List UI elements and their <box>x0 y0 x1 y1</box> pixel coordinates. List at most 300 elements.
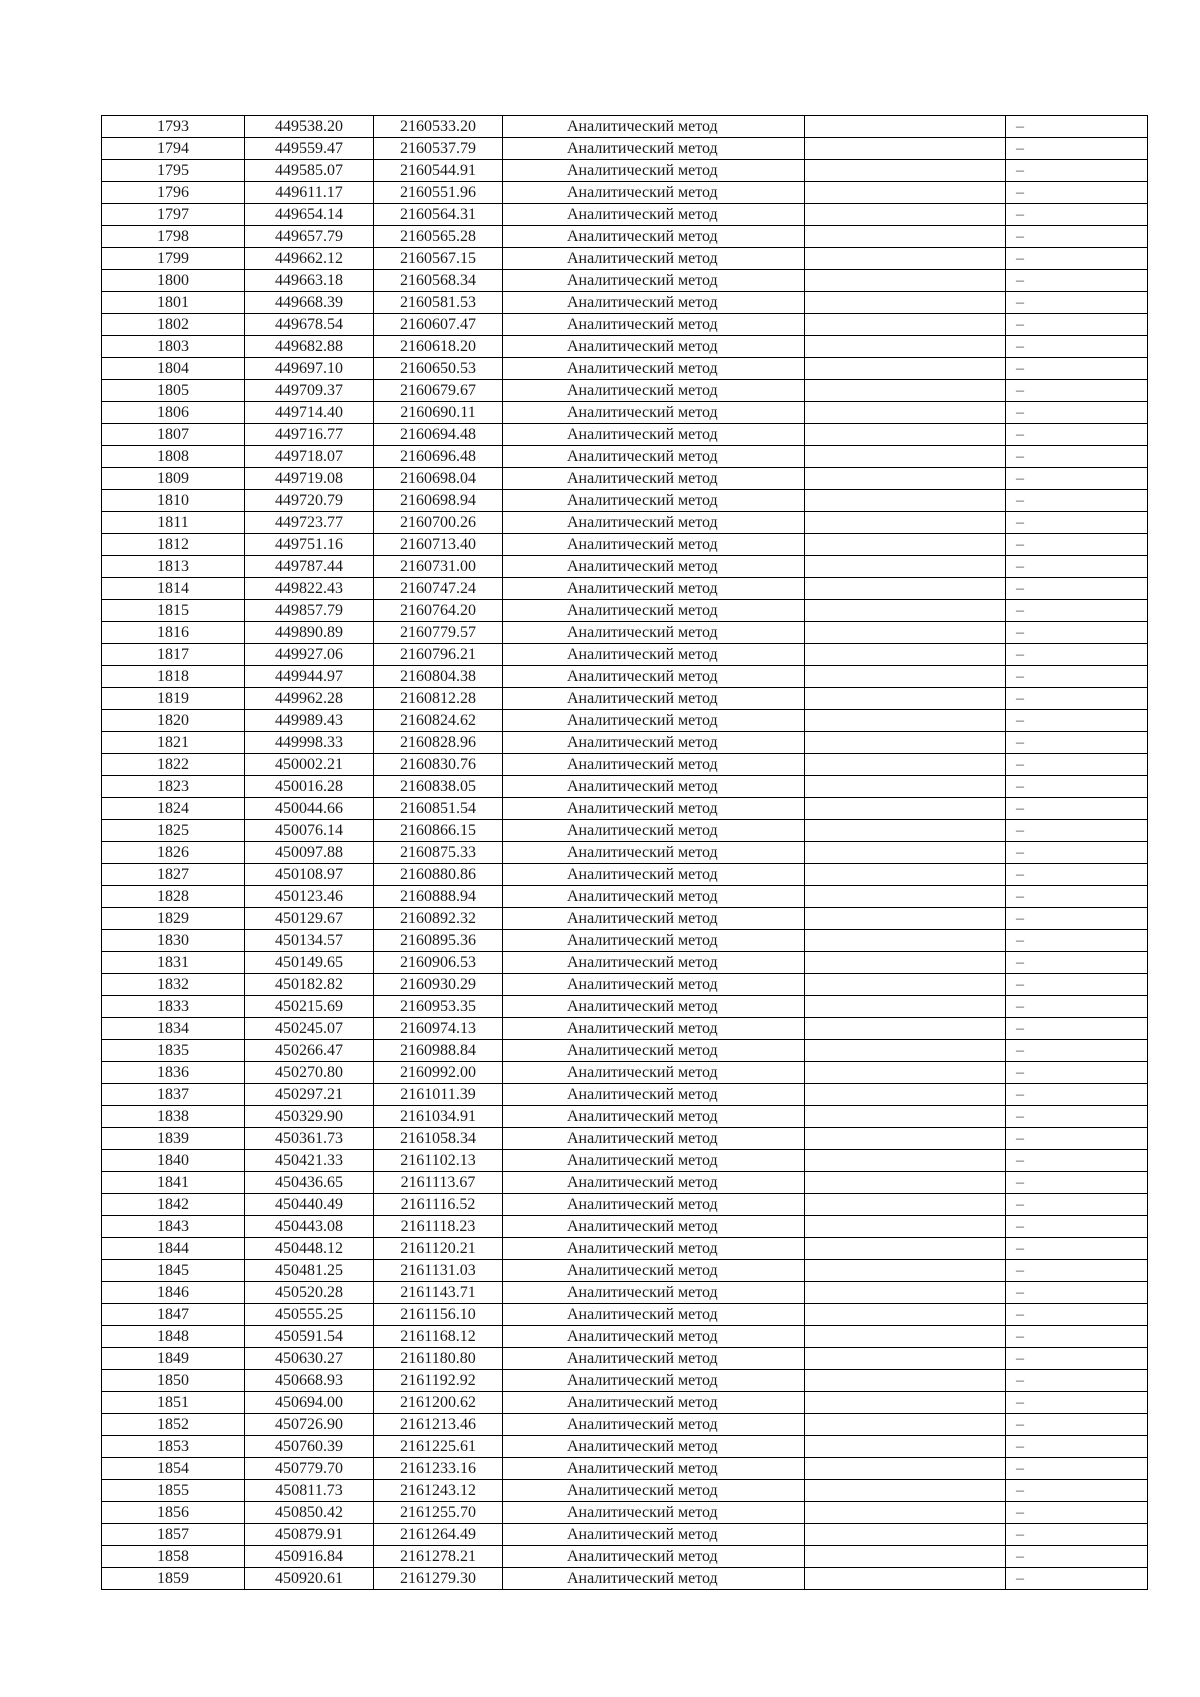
precision-cell <box>805 688 1006 710</box>
point-number-cell: 1795 <box>102 160 245 182</box>
table-row <box>102 468 1148 490</box>
y-coordinate-cell: 2161255.70 <box>374 1502 503 1524</box>
precision-cell <box>805 1260 1006 1282</box>
description-cell: – <box>1006 1524 1148 1546</box>
method-cell: Аналитический метод <box>503 1062 805 1084</box>
y-coordinate-cell: 2160551.96 <box>374 182 503 204</box>
table-row <box>102 1172 1148 1194</box>
table-row <box>102 908 1148 930</box>
table-row <box>102 732 1148 754</box>
point-number-cell: 1819 <box>102 688 245 710</box>
x-coordinate-cell: 449989.43 <box>245 710 374 732</box>
y-coordinate-cell: 2160731.00 <box>374 556 503 578</box>
y-coordinate-cell: 2160694.48 <box>374 424 503 446</box>
table-row <box>102 1194 1148 1216</box>
point-number-cell: 1835 <box>102 1040 245 1062</box>
precision-cell <box>805 226 1006 248</box>
y-coordinate-cell: 2161279.30 <box>374 1568 503 1590</box>
x-coordinate-cell: 450016.28 <box>245 776 374 798</box>
description-cell: – <box>1006 248 1148 270</box>
precision-cell <box>805 1304 1006 1326</box>
table-row <box>102 798 1148 820</box>
point-number-cell: 1846 <box>102 1282 245 1304</box>
method-cell: Аналитический метод <box>503 1436 805 1458</box>
table-row <box>102 600 1148 622</box>
y-coordinate-cell: 2160830.76 <box>374 754 503 776</box>
point-number-cell: 1825 <box>102 820 245 842</box>
x-coordinate-cell: 450149.65 <box>245 952 374 974</box>
y-coordinate-cell: 2161143.71 <box>374 1282 503 1304</box>
y-coordinate-cell: 2161200.62 <box>374 1392 503 1414</box>
precision-cell <box>805 314 1006 336</box>
precision-cell <box>805 1106 1006 1128</box>
table-row <box>102 820 1148 842</box>
y-coordinate-cell: 2161213.46 <box>374 1414 503 1436</box>
y-coordinate-cell: 2161192.92 <box>374 1370 503 1392</box>
table-row <box>102 336 1148 358</box>
table-row <box>102 1128 1148 1150</box>
precision-cell <box>805 248 1006 270</box>
table-row <box>102 358 1148 380</box>
x-coordinate-cell: 449822.43 <box>245 578 374 600</box>
precision-cell <box>805 1436 1006 1458</box>
table-row <box>102 314 1148 336</box>
x-coordinate-cell: 449718.07 <box>245 446 374 468</box>
y-coordinate-cell: 2161156.10 <box>374 1304 503 1326</box>
precision-cell <box>805 116 1006 138</box>
precision-cell <box>805 666 1006 688</box>
x-coordinate-cell: 450123.46 <box>245 886 374 908</box>
method-cell: Аналитический метод <box>503 1040 805 1062</box>
description-cell: – <box>1006 710 1148 732</box>
x-coordinate-cell: 449716.77 <box>245 424 374 446</box>
method-cell: Аналитический метод <box>503 1238 805 1260</box>
point-number-cell: 1827 <box>102 864 245 886</box>
precision-cell <box>805 1062 1006 1084</box>
point-number-cell: 1799 <box>102 248 245 270</box>
y-coordinate-cell: 2161118.23 <box>374 1216 503 1238</box>
point-number-cell: 1850 <box>102 1370 245 1392</box>
point-number-cell: 1847 <box>102 1304 245 1326</box>
table-row <box>102 534 1148 556</box>
point-number-cell: 1858 <box>102 1546 245 1568</box>
method-cell: Аналитический метод <box>503 930 805 952</box>
x-coordinate-cell: 450694.00 <box>245 1392 374 1414</box>
precision-cell <box>805 1128 1006 1150</box>
x-coordinate-cell: 449678.54 <box>245 314 374 336</box>
method-cell: Аналитический метод <box>503 1546 805 1568</box>
method-cell: Аналитический метод <box>503 1282 805 1304</box>
method-cell: Аналитический метод <box>503 1392 805 1414</box>
method-cell: Аналитический метод <box>503 1348 805 1370</box>
description-cell: – <box>1006 138 1148 160</box>
y-coordinate-cell: 2161264.49 <box>374 1524 503 1546</box>
table-row <box>102 996 1148 1018</box>
method-cell: Аналитический метод <box>503 710 805 732</box>
description-cell: – <box>1006 1458 1148 1480</box>
table-row <box>102 402 1148 424</box>
x-coordinate-cell: 450668.93 <box>245 1370 374 1392</box>
y-coordinate-cell: 2160796.21 <box>374 644 503 666</box>
table-row <box>102 380 1148 402</box>
method-cell: Аналитический метод <box>503 798 805 820</box>
x-coordinate-cell: 449927.06 <box>245 644 374 666</box>
table-row <box>102 644 1148 666</box>
point-number-cell: 1812 <box>102 534 245 556</box>
method-cell: Аналитический метод <box>503 864 805 886</box>
y-coordinate-cell: 2160992.00 <box>374 1062 503 1084</box>
description-cell: – <box>1006 468 1148 490</box>
description-cell: – <box>1006 996 1148 1018</box>
point-number-cell: 1831 <box>102 952 245 974</box>
table-row <box>102 1040 1148 1062</box>
x-coordinate-cell: 450436.65 <box>245 1172 374 1194</box>
method-cell: Аналитический метод <box>503 776 805 798</box>
precision-cell <box>805 864 1006 886</box>
precision-cell <box>805 1458 1006 1480</box>
precision-cell <box>805 1370 1006 1392</box>
precision-cell <box>805 1502 1006 1524</box>
precision-cell <box>805 1568 1006 1590</box>
method-cell: Аналитический метод <box>503 314 805 336</box>
description-cell: – <box>1006 226 1148 248</box>
description-cell: – <box>1006 1568 1148 1590</box>
point-number-cell: 1805 <box>102 380 245 402</box>
method-cell: Аналитический метод <box>503 1018 805 1040</box>
method-cell: Аналитический метод <box>503 908 805 930</box>
method-cell: Аналитический метод <box>503 270 805 292</box>
point-number-cell: 1818 <box>102 666 245 688</box>
method-cell: Аналитический метод <box>503 380 805 402</box>
precision-cell <box>805 446 1006 468</box>
y-coordinate-cell: 2160533.20 <box>374 116 503 138</box>
y-coordinate-cell: 2160895.36 <box>374 930 503 952</box>
precision-cell <box>805 402 1006 424</box>
table-row <box>102 688 1148 710</box>
point-number-cell: 1855 <box>102 1480 245 1502</box>
x-coordinate-cell: 449723.77 <box>245 512 374 534</box>
description-cell: – <box>1006 1260 1148 1282</box>
table-row <box>102 1568 1148 1590</box>
x-coordinate-cell: 450108.97 <box>245 864 374 886</box>
x-coordinate-cell: 450555.25 <box>245 1304 374 1326</box>
x-coordinate-cell: 450920.61 <box>245 1568 374 1590</box>
y-coordinate-cell: 2160888.94 <box>374 886 503 908</box>
description-cell: – <box>1006 1040 1148 1062</box>
x-coordinate-cell: 450811.73 <box>245 1480 374 1502</box>
description-cell: – <box>1006 1106 1148 1128</box>
description-cell: – <box>1006 1502 1148 1524</box>
point-number-cell: 1834 <box>102 1018 245 1040</box>
description-cell: – <box>1006 754 1148 776</box>
point-number-cell: 1806 <box>102 402 245 424</box>
description-cell: – <box>1006 1128 1148 1150</box>
table-row <box>102 226 1148 248</box>
method-cell: Аналитический метод <box>503 512 805 534</box>
point-number-cell: 1814 <box>102 578 245 600</box>
x-coordinate-cell: 450134.57 <box>245 930 374 952</box>
table-row <box>102 864 1148 886</box>
precision-cell <box>805 1546 1006 1568</box>
method-cell: Аналитический метод <box>503 534 805 556</box>
y-coordinate-cell: 2161131.03 <box>374 1260 503 1282</box>
point-number-cell: 1828 <box>102 886 245 908</box>
y-coordinate-cell: 2160564.31 <box>374 204 503 226</box>
method-cell: Аналитический метод <box>503 1304 805 1326</box>
x-coordinate-cell: 449559.47 <box>245 138 374 160</box>
y-coordinate-cell: 2160892.32 <box>374 908 503 930</box>
x-coordinate-cell: 449697.10 <box>245 358 374 380</box>
method-cell: Аналитический метод <box>503 1216 805 1238</box>
point-number-cell: 1796 <box>102 182 245 204</box>
y-coordinate-cell: 2160906.53 <box>374 952 503 974</box>
description-cell: – <box>1006 1326 1148 1348</box>
y-coordinate-cell: 2161278.21 <box>374 1546 503 1568</box>
description-cell: – <box>1006 490 1148 512</box>
table-row <box>102 930 1148 952</box>
y-coordinate-cell: 2160690.11 <box>374 402 503 424</box>
y-coordinate-cell: 2160679.67 <box>374 380 503 402</box>
description-cell: – <box>1006 578 1148 600</box>
precision-cell <box>805 1348 1006 1370</box>
table-row <box>102 1238 1148 1260</box>
point-number-cell: 1793 <box>102 116 245 138</box>
description-cell: – <box>1006 886 1148 908</box>
precision-cell <box>805 1018 1006 1040</box>
precision-cell <box>805 424 1006 446</box>
y-coordinate-cell: 2160866.15 <box>374 820 503 842</box>
point-number-cell: 1817 <box>102 644 245 666</box>
precision-cell <box>805 1524 1006 1546</box>
method-cell: Аналитический метод <box>503 644 805 666</box>
point-number-cell: 1822 <box>102 754 245 776</box>
point-number-cell: 1838 <box>102 1106 245 1128</box>
description-cell: – <box>1006 908 1148 930</box>
x-coordinate-cell: 449611.17 <box>245 182 374 204</box>
description-cell: – <box>1006 798 1148 820</box>
description-cell: – <box>1006 556 1148 578</box>
table-row <box>102 182 1148 204</box>
point-number-cell: 1797 <box>102 204 245 226</box>
x-coordinate-cell: 450591.54 <box>245 1326 374 1348</box>
method-cell: Аналитический метод <box>503 952 805 974</box>
y-coordinate-cell: 2160698.94 <box>374 490 503 512</box>
table-row <box>102 622 1148 644</box>
method-cell: Аналитический метод <box>503 688 805 710</box>
point-number-cell: 1824 <box>102 798 245 820</box>
y-coordinate-cell: 2160565.28 <box>374 226 503 248</box>
coordinates-table <box>101 115 1148 1590</box>
point-number-cell: 1840 <box>102 1150 245 1172</box>
table-row <box>102 446 1148 468</box>
y-coordinate-cell: 2160851.54 <box>374 798 503 820</box>
y-coordinate-cell: 2160544.91 <box>374 160 503 182</box>
method-cell: Аналитический метод <box>503 622 805 644</box>
precision-cell <box>805 886 1006 908</box>
description-cell: – <box>1006 1370 1148 1392</box>
precision-cell <box>805 270 1006 292</box>
table-row <box>102 666 1148 688</box>
precision-cell <box>805 974 1006 996</box>
table-row <box>102 1436 1148 1458</box>
precision-cell <box>805 358 1006 380</box>
point-number-cell: 1813 <box>102 556 245 578</box>
point-number-cell: 1801 <box>102 292 245 314</box>
y-coordinate-cell: 2161116.52 <box>374 1194 503 1216</box>
description-cell: – <box>1006 1172 1148 1194</box>
point-number-cell: 1832 <box>102 974 245 996</box>
x-coordinate-cell: 449998.33 <box>245 732 374 754</box>
point-number-cell: 1816 <box>102 622 245 644</box>
y-coordinate-cell: 2160650.53 <box>374 358 503 380</box>
table-row <box>102 1282 1148 1304</box>
y-coordinate-cell: 2160953.35 <box>374 996 503 1018</box>
point-number-cell: 1836 <box>102 1062 245 1084</box>
y-coordinate-cell: 2161243.12 <box>374 1480 503 1502</box>
precision-cell <box>805 1326 1006 1348</box>
x-coordinate-cell: 449538.20 <box>245 116 374 138</box>
method-cell: Аналитический метод <box>503 358 805 380</box>
point-number-cell: 1826 <box>102 842 245 864</box>
point-number-cell: 1841 <box>102 1172 245 1194</box>
method-cell: Аналитический метод <box>503 248 805 270</box>
point-number-cell: 1845 <box>102 1260 245 1282</box>
method-cell: Аналитический метод <box>503 468 805 490</box>
x-coordinate-cell: 449890.89 <box>245 622 374 644</box>
y-coordinate-cell: 2161058.34 <box>374 1128 503 1150</box>
point-number-cell: 1811 <box>102 512 245 534</box>
x-coordinate-cell: 449585.07 <box>245 160 374 182</box>
y-coordinate-cell: 2160930.29 <box>374 974 503 996</box>
method-cell: Аналитический метод <box>503 182 805 204</box>
table-row <box>102 1458 1148 1480</box>
description-cell: – <box>1006 1150 1148 1172</box>
description-cell: – <box>1006 1238 1148 1260</box>
precision-cell <box>805 1480 1006 1502</box>
y-coordinate-cell: 2160696.48 <box>374 446 503 468</box>
method-cell: Аналитический метод <box>503 446 805 468</box>
point-number-cell: 1833 <box>102 996 245 1018</box>
method-cell: Аналитический метод <box>503 402 805 424</box>
description-cell: – <box>1006 336 1148 358</box>
x-coordinate-cell: 450097.88 <box>245 842 374 864</box>
precision-cell <box>805 1282 1006 1304</box>
table-row <box>102 248 1148 270</box>
point-number-cell: 1802 <box>102 314 245 336</box>
point-number-cell: 1839 <box>102 1128 245 1150</box>
x-coordinate-cell: 449720.79 <box>245 490 374 512</box>
table-row <box>102 138 1148 160</box>
x-coordinate-cell: 450182.82 <box>245 974 374 996</box>
precision-cell <box>805 908 1006 930</box>
table-row <box>102 952 1148 974</box>
description-cell: – <box>1006 864 1148 886</box>
y-coordinate-cell: 2161225.61 <box>374 1436 503 1458</box>
description-cell: – <box>1006 776 1148 798</box>
x-coordinate-cell: 450726.90 <box>245 1414 374 1436</box>
precision-cell <box>805 798 1006 820</box>
x-coordinate-cell: 449663.18 <box>245 270 374 292</box>
x-coordinate-cell: 450044.66 <box>245 798 374 820</box>
table-row <box>102 1106 1148 1128</box>
precision-cell <box>805 1150 1006 1172</box>
description-cell: – <box>1006 1282 1148 1304</box>
table-row <box>102 270 1148 292</box>
point-number-cell: 1843 <box>102 1216 245 1238</box>
table-row <box>102 1502 1148 1524</box>
table-row <box>102 1304 1148 1326</box>
method-cell: Аналитический метод <box>503 160 805 182</box>
precision-cell <box>805 732 1006 754</box>
table-row <box>102 1216 1148 1238</box>
x-coordinate-cell: 449657.79 <box>245 226 374 248</box>
table-row <box>102 204 1148 226</box>
description-cell: – <box>1006 1546 1148 1568</box>
x-coordinate-cell: 450520.28 <box>245 1282 374 1304</box>
x-coordinate-cell: 450916.84 <box>245 1546 374 1568</box>
point-number-cell: 1857 <box>102 1524 245 1546</box>
method-cell: Аналитический метод <box>503 1128 805 1150</box>
y-coordinate-cell: 2160567.15 <box>374 248 503 270</box>
method-cell: Аналитический метод <box>503 1480 805 1502</box>
precision-cell <box>805 182 1006 204</box>
description-cell: – <box>1006 314 1148 336</box>
point-number-cell: 1823 <box>102 776 245 798</box>
table-row <box>102 1480 1148 1502</box>
precision-cell <box>805 1414 1006 1436</box>
y-coordinate-cell: 2160824.62 <box>374 710 503 732</box>
precision-cell <box>805 710 1006 732</box>
method-cell: Аналитический метод <box>503 754 805 776</box>
method-cell: Аналитический метод <box>503 1172 805 1194</box>
point-number-cell: 1821 <box>102 732 245 754</box>
y-coordinate-cell: 2160880.86 <box>374 864 503 886</box>
point-number-cell: 1842 <box>102 1194 245 1216</box>
point-number-cell: 1794 <box>102 138 245 160</box>
description-cell: – <box>1006 1018 1148 1040</box>
description-cell: – <box>1006 292 1148 314</box>
point-number-cell: 1829 <box>102 908 245 930</box>
precision-cell <box>805 820 1006 842</box>
precision-cell <box>805 468 1006 490</box>
description-cell: – <box>1006 380 1148 402</box>
precision-cell <box>805 160 1006 182</box>
x-coordinate-cell: 449857.79 <box>245 600 374 622</box>
y-coordinate-cell: 2161120.21 <box>374 1238 503 1260</box>
x-coordinate-cell: 450297.21 <box>245 1084 374 1106</box>
precision-cell <box>805 600 1006 622</box>
precision-cell <box>805 1172 1006 1194</box>
description-cell: – <box>1006 1062 1148 1084</box>
x-coordinate-cell: 449719.08 <box>245 468 374 490</box>
point-number-cell: 1830 <box>102 930 245 952</box>
table-row <box>102 754 1148 776</box>
x-coordinate-cell: 450481.25 <box>245 1260 374 1282</box>
method-cell: Аналитический метод <box>503 1568 805 1590</box>
table-row <box>102 1084 1148 1106</box>
method-cell: Аналитический метод <box>503 292 805 314</box>
y-coordinate-cell: 2160828.96 <box>374 732 503 754</box>
y-coordinate-cell: 2160618.20 <box>374 336 503 358</box>
method-cell: Аналитический метод <box>503 666 805 688</box>
precision-cell <box>805 512 1006 534</box>
x-coordinate-cell: 449682.88 <box>245 336 374 358</box>
description-cell: – <box>1006 1084 1148 1106</box>
table-row <box>102 1150 1148 1172</box>
x-coordinate-cell: 450361.73 <box>245 1128 374 1150</box>
x-coordinate-cell: 450129.67 <box>245 908 374 930</box>
method-cell: Аналитический метод <box>503 974 805 996</box>
